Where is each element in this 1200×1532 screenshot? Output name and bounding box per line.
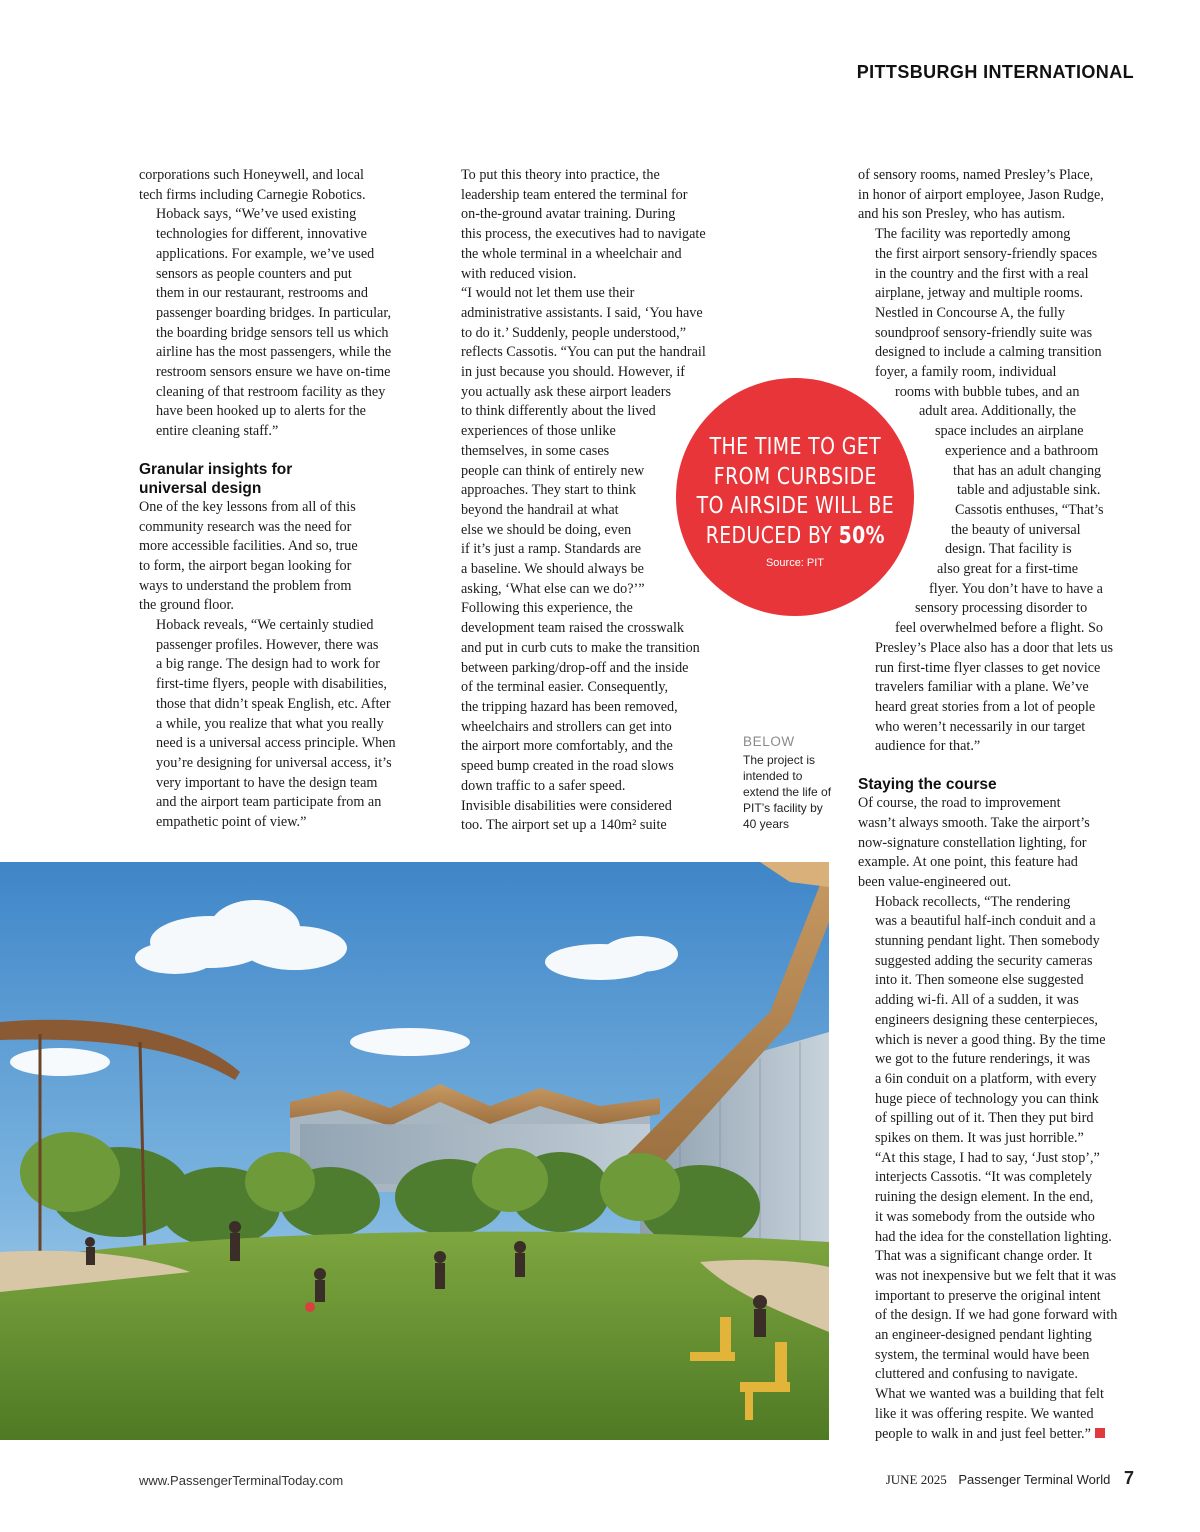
- article-paragraph: [139, 205, 414, 441]
- text-line: in the country and the first with a real: [875, 265, 1089, 282]
- text-line: Cassotis enthuses, “That’s: [955, 501, 1104, 518]
- text-line: we got to the future renderings, it was: [875, 1051, 1091, 1068]
- article-paragraph: [444, 284, 724, 599]
- text-line: the boarding bridge sensors tell us which: [156, 324, 389, 341]
- text-line: adding wi-fi. All of a sudden, it was: [875, 992, 1079, 1009]
- text-line: Granular insights for: [139, 460, 293, 478]
- text-line: to do it.’ Suddenly, people understood,”: [461, 324, 686, 341]
- article-paragraph: [858, 166, 1138, 225]
- text-line: with reduced vision.: [461, 265, 577, 282]
- text-line: adult area. Additionally, the: [919, 403, 1077, 420]
- text-line: like it was offering respite. We wanted: [875, 1405, 1094, 1422]
- section-heading: [858, 775, 1138, 794]
- text-line: important to preserve the original intent: [875, 1287, 1101, 1304]
- caption-label: BELOW: [743, 734, 795, 749]
- text-line: was not inexpensive but we felt that it was: [875, 1267, 1117, 1284]
- text-line: of the design. If we had gone forward with: [875, 1307, 1118, 1324]
- text-line: experiences of those unlike: [461, 423, 616, 440]
- text-line: the tripping hazard has been removed,: [461, 698, 678, 715]
- article-paragraph: [858, 893, 1138, 1149]
- text-line: of spilling out of it. Then they put bird: [875, 1110, 1094, 1127]
- text-line: too. The airport set up a 140m² suite: [461, 817, 667, 834]
- text-line: now-signature constellation lighting, for: [858, 834, 1087, 851]
- text-line: passenger boarding bridges. In particular,: [156, 304, 392, 321]
- text-line: development team raised the crosswalk: [461, 620, 684, 637]
- article-paragraph: [444, 797, 724, 836]
- text-line: down traffic to a safer speed.: [461, 777, 626, 794]
- text-line: you actually ask these airport leaders: [461, 383, 671, 400]
- article-column-3: [858, 166, 1138, 1444]
- text-line: a 6in conduit on a platform, with every: [875, 1070, 1097, 1087]
- text-line: reflects Cassotis. “You can put the handrail: [461, 344, 706, 361]
- text-line: the first airport sensory-friendly spaces: [875, 245, 1098, 262]
- text-line: travelers familiar with a plane. We’ve: [875, 679, 1089, 696]
- text-line: wasn’t always smooth. Take the airport’s: [858, 814, 1090, 831]
- text-line: Invisible disabilities were considered: [461, 797, 672, 814]
- callout-highlight: 50%: [838, 522, 885, 549]
- text-line: and his son Presley, who has autism.: [858, 206, 1066, 223]
- text-line: corporations such Honeywell, and local: [139, 167, 364, 183]
- text-line: audience for that.”: [875, 738, 981, 755]
- text-line: “I would not let them use their: [461, 285, 635, 302]
- text-line: designed to include a calming transition: [875, 344, 1102, 361]
- article-paragraph: [444, 599, 724, 796]
- text-line: Hoback recollects, “The rendering: [875, 893, 1071, 910]
- text-line: which is never a good thing. By the time: [875, 1031, 1106, 1048]
- terminal-park-rendering: [0, 862, 829, 1440]
- text-line: stunning pendant light. Then somebody: [875, 933, 1100, 950]
- text-line: table and adjustable sink.: [957, 482, 1101, 499]
- text-line: people can think of entirely new: [461, 462, 645, 479]
- article-paragraph: [139, 166, 414, 205]
- text-line: cluttered and confusing to navigate.: [875, 1366, 1078, 1383]
- text-line: very important to have the design team: [156, 774, 378, 791]
- footer-website: www.PassengerTerminalToday.com: [139, 1473, 344, 1488]
- statistic-callout: [676, 378, 914, 616]
- text-line: a baseline. We should always be: [461, 561, 644, 578]
- text-line: rooms with bubble tubes, and an: [895, 383, 1080, 400]
- text-line: people to walk in and just feel better.”: [858, 1425, 1138, 1445]
- text-line: the beauty of universal: [951, 521, 1081, 538]
- text-line: been value-engineered out.: [858, 873, 1012, 890]
- text-line: more accessible facilities. And so, true: [139, 538, 358, 555]
- text-line: What we wanted was a building that felt: [875, 1386, 1104, 1403]
- text-line: To put this theory into practice, the: [461, 167, 660, 183]
- callout-line: [696, 522, 893, 552]
- text-line: interjects Cassotis. “It was completely: [875, 1169, 1093, 1186]
- text-line: heard great stories from a lot of people: [875, 698, 1096, 715]
- text-line: ways to understand the problem from: [139, 577, 352, 594]
- text-line: was a beautiful half-inch conduit and a: [875, 913, 1096, 930]
- page-number: 7: [1123, 1468, 1134, 1488]
- footer-issue: [886, 1468, 1134, 1489]
- text-line: The facility was reportedly among: [875, 226, 1071, 243]
- end-of-article-mark: [1095, 1428, 1105, 1438]
- text-line: Presley’s Place also has a door that lets us: [875, 639, 1113, 656]
- text-line: airplane, jetway and multiple rooms.: [875, 285, 1084, 302]
- callout-line: TO AIRSIDE WILL BE: [696, 493, 894, 519]
- text-line: foyer, a family room, individual: [875, 364, 1057, 381]
- text-line: “At this stage, I had to say, ‘Just stop’,”: [875, 1149, 1100, 1166]
- text-line: leadership team entered the terminal for: [461, 186, 688, 203]
- text-line: speed bump created in the road slows: [461, 758, 674, 775]
- article-paragraph: [858, 794, 1138, 893]
- text-line: to form, the airport began looking for: [139, 557, 352, 574]
- text-line: experience and a bathroom: [945, 442, 1099, 459]
- text-line: Of course, the road to improvement: [858, 795, 1061, 812]
- text-line: in honor of airport employee, Jason Rudge,: [858, 186, 1104, 203]
- text-line: community research was the need for: [139, 518, 352, 535]
- text-line: approaches. They start to think: [461, 482, 637, 499]
- article-column-1: [139, 166, 414, 833]
- text-line: Hoback says, “We’ve used existing: [156, 206, 357, 223]
- text-line: That was a significant change order. It: [875, 1248, 1093, 1265]
- text-line: run first-time flyer classes to get novice: [875, 659, 1101, 676]
- text-line: asking, ‘What else can we do?’”: [461, 580, 645, 597]
- article-paragraph: [139, 498, 414, 616]
- text-line: beyond the handrail at what: [461, 501, 619, 518]
- text-line: need is a universal access principle. When: [156, 735, 396, 752]
- text-line: an engineer-designed pendant lighting: [875, 1327, 1092, 1344]
- article-paragraph: [139, 616, 414, 833]
- text-line: themselves, in some cases: [461, 442, 610, 459]
- callout-source: Source: PIT: [765, 557, 825, 569]
- text-line: sensors as people counters and put: [156, 265, 352, 282]
- text-line: if it’s just a ramp. Standards are: [461, 541, 642, 558]
- text-line: also great for a first-time: [937, 561, 1079, 578]
- text-line: first-time flyers, people with disabilities,: [156, 676, 387, 693]
- text-line: feel overwhelmed before a flight. So: [895, 620, 1104, 637]
- text-line: in just because you should. However, if: [461, 364, 686, 381]
- footer-date: JUNE 2025: [885, 1472, 947, 1487]
- text-line: Staying the course: [858, 776, 997, 794]
- text-line: soundproof sensory-friendly suite was: [875, 324, 1093, 341]
- text-line: ruining the design element. In the end,: [875, 1189, 1094, 1206]
- section-header: PITTSBURGH INTERNATIONAL: [856, 62, 1134, 82]
- text-line: applications. For example, we’ve used: [156, 245, 375, 262]
- text-line: to think differently about the lived: [461, 403, 656, 420]
- text-line: flyer. You don’t have to have a: [929, 580, 1103, 597]
- text-line: Hoback reveals, “We certainly studied: [156, 617, 374, 634]
- text-line: example. At one point, this feature had: [858, 854, 1078, 871]
- text-line: universal design: [139, 479, 262, 497]
- text-line: the ground floor.: [139, 597, 234, 614]
- text-line: between parking/drop-off and the inside: [461, 659, 689, 676]
- text-line: Following this experience, the: [461, 600, 633, 617]
- text-line: the whole terminal in a wheelchair and: [461, 245, 682, 262]
- text-line: of the terminal easier. Consequently,: [461, 679, 669, 696]
- text-line: the airport more comfortably, and the: [461, 738, 673, 755]
- text-line: system, the terminal would have been: [875, 1346, 1090, 1363]
- text-line: and put in curb cuts to make the transition: [461, 639, 700, 656]
- text-line: technologies for different, innovative: [156, 226, 367, 243]
- text-line: restroom sensors ensure we have on-time: [156, 364, 391, 381]
- text-line: a big range. The design had to work for: [156, 656, 380, 673]
- text-line: into it. Then someone else suggested: [875, 972, 1084, 989]
- text-line: passenger profiles. However, there was: [156, 636, 379, 653]
- article-paragraph: [444, 166, 724, 284]
- caption-text: The project is intended to extend the life of PIT’s facility by 40 years: [743, 753, 832, 831]
- text-line: wheelchairs and strollers can get into: [461, 718, 672, 735]
- text-line: One of the key lessons from all of this: [139, 498, 356, 515]
- text-line: empathetic point of view.”: [156, 814, 307, 831]
- callout-text: [696, 433, 893, 551]
- text-line: spikes on them. It was just horrible.”: [875, 1130, 1084, 1147]
- article-paragraph: [858, 1149, 1138, 1445]
- text-line: those that didn’t speak English, etc. After: [156, 695, 391, 712]
- text-line: a while, you realize that what you really: [156, 715, 384, 732]
- text-line: have been hooked up to alerts for the: [156, 403, 366, 420]
- text-line: engineers designing these centerpieces,: [875, 1011, 1098, 1028]
- text-line: had the idea for the constellation lighting.: [875, 1228, 1112, 1245]
- text-line: cleaning of that restroom facility as they: [156, 383, 386, 400]
- footer-magazine: Passenger Terminal World: [958, 1472, 1111, 1487]
- text-line: else we should be doing, even: [461, 521, 632, 538]
- text-line: this process, the executives had to navigate: [461, 226, 706, 243]
- text-line: that has an adult changing: [953, 462, 1102, 479]
- photo-caption: [743, 734, 839, 832]
- text-line: tech firms including Carnegie Robotics.: [139, 186, 366, 203]
- section-heading: [139, 460, 414, 498]
- text-line: and the airport team participate from an: [156, 794, 382, 811]
- text-line: who weren’t necessarily in our target: [875, 718, 1086, 735]
- text-line: of sensory rooms, named Presley’s Place,: [858, 167, 1094, 183]
- text-line: it was somebody from the outside who: [875, 1208, 1095, 1225]
- text-line: huge piece of technology you can think: [875, 1090, 1099, 1107]
- callout-line: FROM CURBSIDE: [713, 463, 877, 490]
- callout-line-text: REDUCED BY: [705, 522, 839, 549]
- text-line: you’re designing for universal access, it’s: [156, 754, 392, 771]
- text-line: space includes an airplane: [935, 423, 1084, 440]
- text-line: on-the-ground avatar training. During: [461, 206, 676, 223]
- text-line: sensory processing disorder to: [915, 600, 1088, 617]
- text-line: airline has the most passengers, while the: [156, 344, 392, 361]
- text-line: entire cleaning staff.”: [156, 423, 279, 440]
- text-line: suggested adding the security cameras: [875, 952, 1093, 969]
- text-line: design. That facility is: [945, 541, 1072, 558]
- text-line: Nestled in Concourse A, the fully: [875, 304, 1065, 321]
- callout-line: THE TIME TO GET: [709, 434, 881, 460]
- text-line: them in our restaurant, restrooms and: [156, 285, 368, 302]
- text-line: administrative assistants. I said, ‘You have: [461, 304, 703, 321]
